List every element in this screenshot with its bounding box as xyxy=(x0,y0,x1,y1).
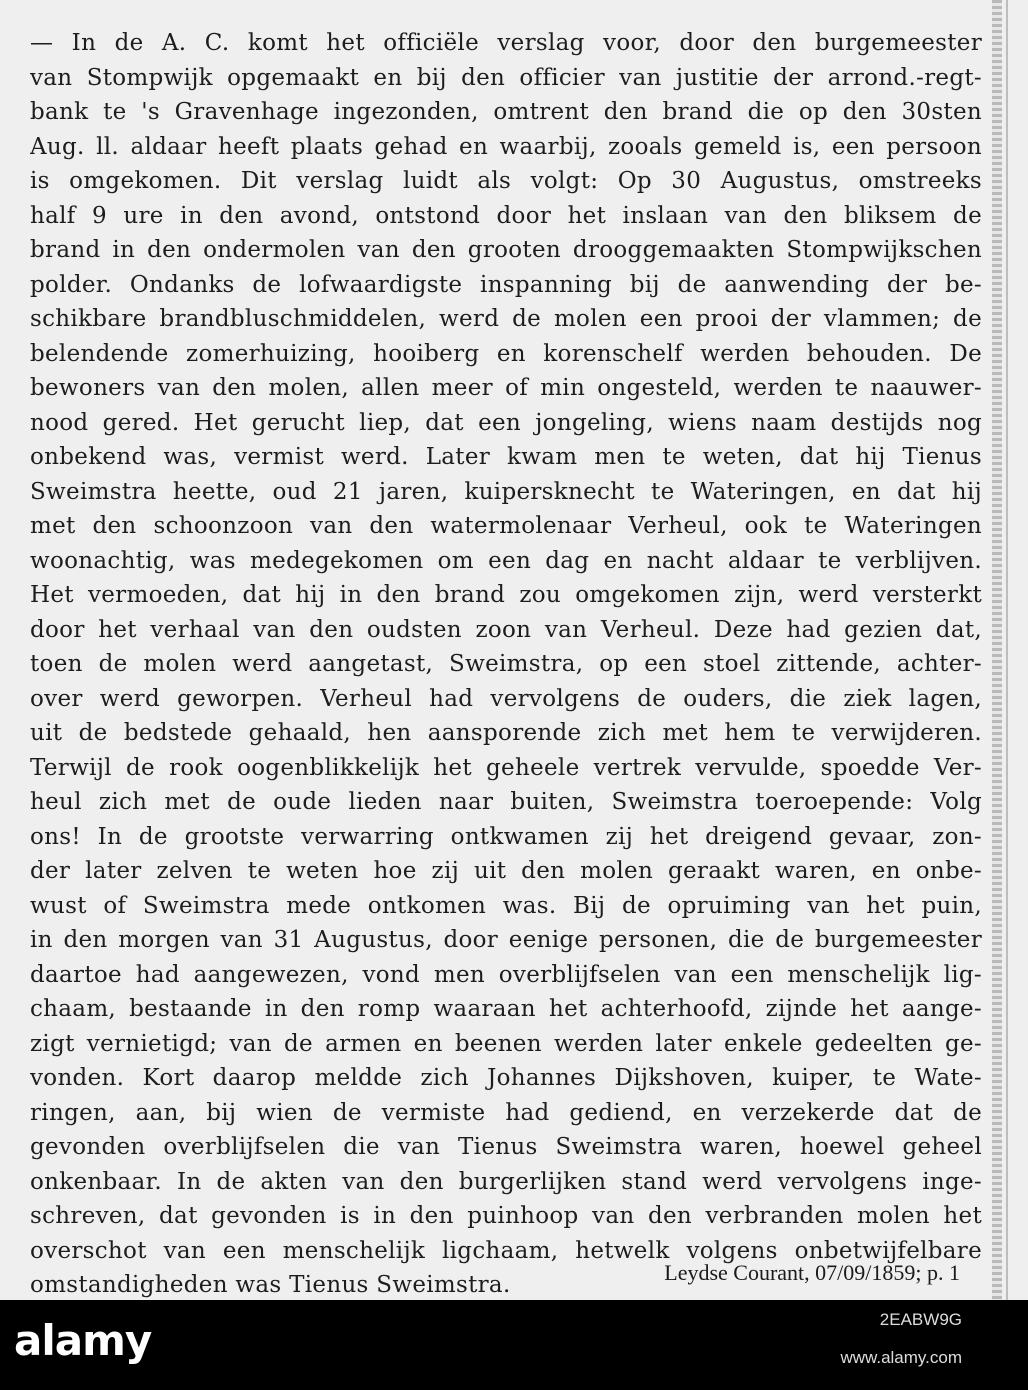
article-line: over werd geworpen. Verheul had vervolgens de ouders, die ziek lagen, xyxy=(30,685,982,712)
article-line: nood gered. Het gerucht liep, dat een jongeling, wiens naam destijds nog xyxy=(30,409,982,436)
article-line: der later zelven te weten hoe zij uit den molen geraakt waren, en onbe- xyxy=(30,858,982,884)
article-line: door het verhaal van den oudsten zoon van Verheul. Deze had gezien dat, xyxy=(30,616,982,643)
article-line: ringen, aan, bij wien de vermiste had gediend, en verzekerde dat de xyxy=(30,1099,982,1126)
article-line: is omgekomen. Dit verslag luidt als volgt: Op 30 Augustus, omstreeks xyxy=(30,168,982,194)
article-line: Sweimstra heette, oud 21 jaren, kuipersknecht te Wateringen, en dat hij xyxy=(30,478,982,505)
article-line: bewoners van den molen, allen meer of min ongesteld, werden te naauwer- xyxy=(30,375,982,401)
article-line: heul zich met de oude lieden naar buiten, Sweimstra toeroepende: Volg xyxy=(30,789,982,815)
article-line: overschot van een menschelijk ligchaam, hetwelk volgens onbetwijfelbare xyxy=(30,1237,982,1264)
article-line: zigt vernietigd; van de armen en beenen werden later enkele gedeelten ge- xyxy=(30,1030,982,1057)
article-line: onkenbaar. In de akten van den burgerlijken stand werd vervolgens inge- xyxy=(30,1168,982,1195)
article-line: woonachtig, was medegekomen om een dag en nacht aldaar te verblijven. xyxy=(30,547,982,574)
article-line: onbekend was, vermist werd. Later kwam men te weten, dat hij Tienus xyxy=(30,444,982,470)
article-line: met den schoonzoon van den watermolenaar Verheul, ook te Wateringen xyxy=(30,513,982,539)
article-line: — In de A. C. komt het officiële verslag voor, door den burgemeester xyxy=(30,30,982,56)
brand-logo: alamy xyxy=(14,1316,152,1365)
article-line: half 9 ure in den avond, ontstond door het inslaan van den bliksem de xyxy=(30,202,982,229)
article-line: schreven, dat gevonden is in den puinhoop van den verbranden molen het xyxy=(30,1203,982,1229)
article-line: Terwijl de rook oogenblikkelijk het geheele vertrek vervulde, spoedde Ver- xyxy=(30,754,982,781)
article-line: brand in den ondermolen van den grooten drooggemaakten Stompwijkschen xyxy=(30,237,982,263)
article-text xyxy=(30,26,982,1300)
article-line: in den morgen van 31 Augustus, door eenige personen, die de burgemeester xyxy=(30,927,982,953)
article-line: chaam, bestaande in den romp waaraan het achterhoofd, zijnde het aange- xyxy=(30,996,982,1022)
source-citation: Leydse Courant, 07/09/1859; p. 1 xyxy=(664,1260,960,1285)
article-line: schikbare brandbluschmiddelen, werd de molen een prooi der vlammen; de xyxy=(30,306,982,332)
watermark-footer xyxy=(0,1300,1028,1390)
article-line: van Stompwijk opgemaakt en bij den officier van justitie der arrond.-regt- xyxy=(30,64,982,91)
article-line: vonden. Kort daarop meldde zich Johannes Dijkshoven, kuiper, te Wate- xyxy=(30,1065,982,1091)
article-line: toen de molen werd aangetast, Sweimstra, op een stoel zittende, achter- xyxy=(30,651,982,677)
article-line: uit de bedstede gehaald, hen aansporende zich met hem te verwijderen. xyxy=(30,720,982,746)
stock-id: 2EABW9G xyxy=(879,1310,962,1329)
article-line: Aug. ll. aldaar heeft plaats gehad en waarbij, zooals gemeld is, een persoon xyxy=(30,133,982,160)
article-line: gevonden overblijfselen die van Tienus Sweimstra waren, hoewel geheel xyxy=(30,1134,982,1160)
article-line: polder. Ondanks de lofwaardigste inspanning bij de aanwending der be- xyxy=(30,271,982,298)
article-line: wust of Sweimstra mede ontkomen was. Bij de opruiming van het puin, xyxy=(30,892,982,919)
article-line: belendende zomerhuizing, hooiberg en korenschelf werden behouden. De xyxy=(30,340,982,367)
column-rule-thin xyxy=(1006,0,1008,1300)
article-line: ons! In de grootste verwarring ontkwamen zij het dreigend gevaar, zon- xyxy=(30,823,982,850)
column-rule xyxy=(992,0,1002,1300)
article-line: daartoe had aangewezen, vond men overblijfselen van een menschelijk lig- xyxy=(30,961,982,988)
article-line: bank te 's Gravenhage ingezonden, omtrent den brand die op den 30sten xyxy=(30,99,982,125)
article-line: Het vermoeden, dat hij in den brand zou omgekomen zijn, werd versterkt xyxy=(30,582,982,608)
site-url: www.alamy.com xyxy=(840,1348,962,1367)
article-line: omstandigheden was Tienus Sweimstra. xyxy=(30,1272,511,1298)
